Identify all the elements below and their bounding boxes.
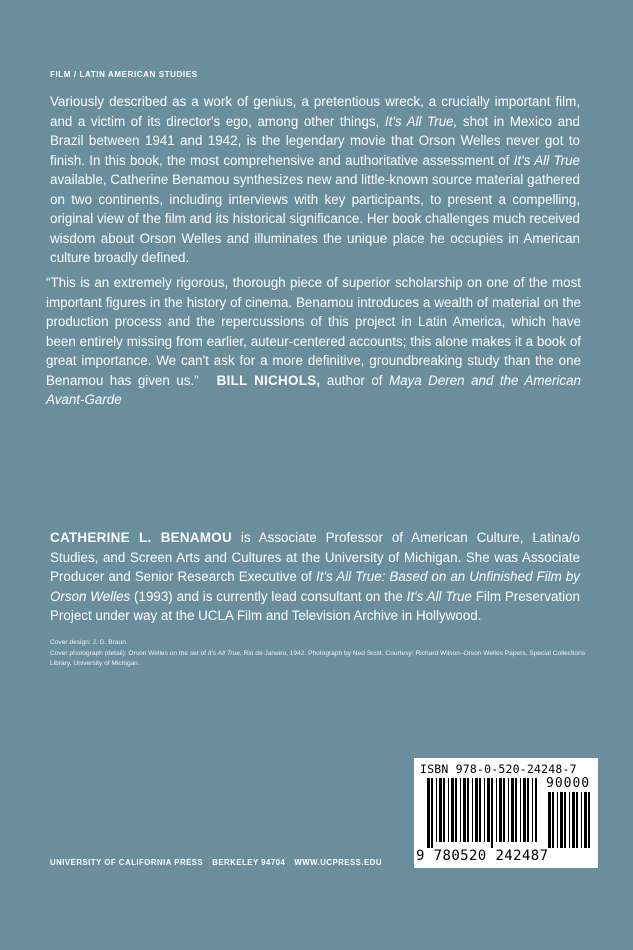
barcode-bar (460, 778, 461, 842)
barcode-bar (484, 778, 485, 842)
blurb-quote: “This is an extremely rigorous, thorough piece of superior scholarship on one of the most important figures in the history of cinema. Benamou introduces a wealth of material on the production process and the repercussions of this project in Latin America, which have been entirely missing from earlier, auteur-centered accounts; this alone makes it a book of great importance. We can't ask for a more definitive, groundbreaking study than the one Benamou has given us.” (46, 275, 581, 388)
publisher-name: UNIVERSITY OF CALIFORNIA PRESS (50, 858, 204, 867)
barcode-bar (427, 778, 430, 848)
barcode-bar (467, 778, 469, 842)
barcode-bar (479, 778, 481, 842)
author-bio: CATHERINE L. BENAMOU is Associate Professor of American Culture, Latina/o Studies, and Screen Arts and Cultures at the University of Michigan. She was Associate Producer and Senior Research Executive of It's All True: Based on an Unfinished Film by Orson Welles (1993) and is currently lead consultant on the It's All True Film Preservation Project under way at the UCLA Film and Television Archive in Hollywood. (50, 530, 580, 623)
book-description: Variously described as a work of genius, a pretentious wreck, a crucially important film, and a victim of its director's ego, among other things, It's All True, shot in Mexico and Brazil between 1941 and 1942, is the legendary movie that Orson Welles never got to finish. In this book, the most comprehensive and authoritative assessment of It's All True available, Catherine Benamou synthesizes new and little-known source material gathered on two continents, including interviews with key participants, to present a compelling, original view of the film and its historical significance. Her book challenges much received wisdom about Orson Welles and illuminates the unique place he occupies in American culture broadly defined. (50, 94, 580, 265)
barcode-bar (584, 792, 587, 848)
cover-credits (50, 638, 590, 670)
barcode-bar (491, 778, 493, 848)
barcode-bar (581, 792, 582, 848)
barcode-bar (499, 778, 502, 842)
barcode-bar (576, 792, 578, 848)
barcode-bar (520, 778, 521, 842)
barcode-bar (560, 792, 563, 848)
barcode-bar (463, 778, 466, 842)
addon-barcode-bars (548, 792, 594, 848)
barcode-bar (511, 778, 514, 842)
film-title: It's All True, (384, 113, 458, 129)
barcode-bar (588, 792, 590, 848)
barcode-bar (572, 792, 575, 848)
film-title: It's All True (513, 152, 580, 168)
barcode-bar (527, 778, 529, 842)
barcode-bar (569, 792, 570, 848)
barcode-bar (515, 778, 517, 842)
barcode-bar (535, 778, 537, 842)
barcode-bar (503, 778, 505, 842)
category-label: FILM / LATIN AMERICAN STUDIES (50, 70, 198, 79)
author-name: CATHERINE L. BENAMOU (50, 530, 232, 545)
barcode-bar (455, 778, 457, 842)
isbn-text: ISBN 978-0-520-24248-7 (420, 762, 577, 776)
barcode-bar (487, 778, 490, 842)
publisher-city: BERKELEY 94704 (212, 858, 286, 867)
barcode-bar (431, 778, 433, 848)
barcode-bar (436, 778, 437, 842)
barcode-bar (451, 778, 454, 842)
ean-barcode-bars (427, 778, 537, 848)
publisher-footer (50, 858, 391, 867)
barcode-bar (496, 778, 497, 842)
blurb-attribution-book: Maya Deren and the American Avant-Garde (46, 372, 581, 407)
barcode-bar (448, 778, 449, 842)
barcode-bar (508, 778, 509, 842)
addon-number: 90000 (546, 776, 591, 791)
barcode-bar (557, 792, 558, 848)
ean-number: 9 780520 242487 (416, 848, 549, 864)
barcode-bar (475, 778, 478, 842)
barcode-bar (472, 778, 473, 842)
barcode-bar (443, 778, 445, 842)
barcode-bar (548, 792, 551, 848)
review-blurb: “This is an extremely rigorous, thorough piece of superior scholarship on one of the most important figures in the history of cinema. Benamou introduces a wealth of material on the production process and the repercussions of this project in Latin America, which have been entirely missing from earlier, auteur-centered accounts; this alone makes it a book of great importance. We can't ask for a more definitive, groundbreaking study than the one Benamou has given us.” BILL NICHOLS, author of Maya Deren and the American Avant-Garde (46, 275, 581, 407)
barcode-bar (552, 792, 554, 848)
barcode-bar (532, 778, 533, 842)
publisher-url: WWW.UCPRESS.EDU (294, 858, 383, 867)
cover-photo-credit: Cover photograph (detail): Orson Welles on the set of It's All True, Rio de Janeiro, 1942. Photograph by Ned Scott. Courtesy: Richard Wilson–Orson Welles Papers, Special Collections Library, University of Michigan. (50, 649, 586, 667)
barcode-bar (564, 792, 566, 848)
blurb-attribution-name: BILL NICHOLS, (216, 372, 321, 388)
barcode-bar (523, 778, 526, 842)
barcode-bar (439, 778, 442, 842)
cover-design-credit: Cover design: J. G. Braun. (50, 639, 128, 646)
isbn-barcode (414, 758, 598, 868)
